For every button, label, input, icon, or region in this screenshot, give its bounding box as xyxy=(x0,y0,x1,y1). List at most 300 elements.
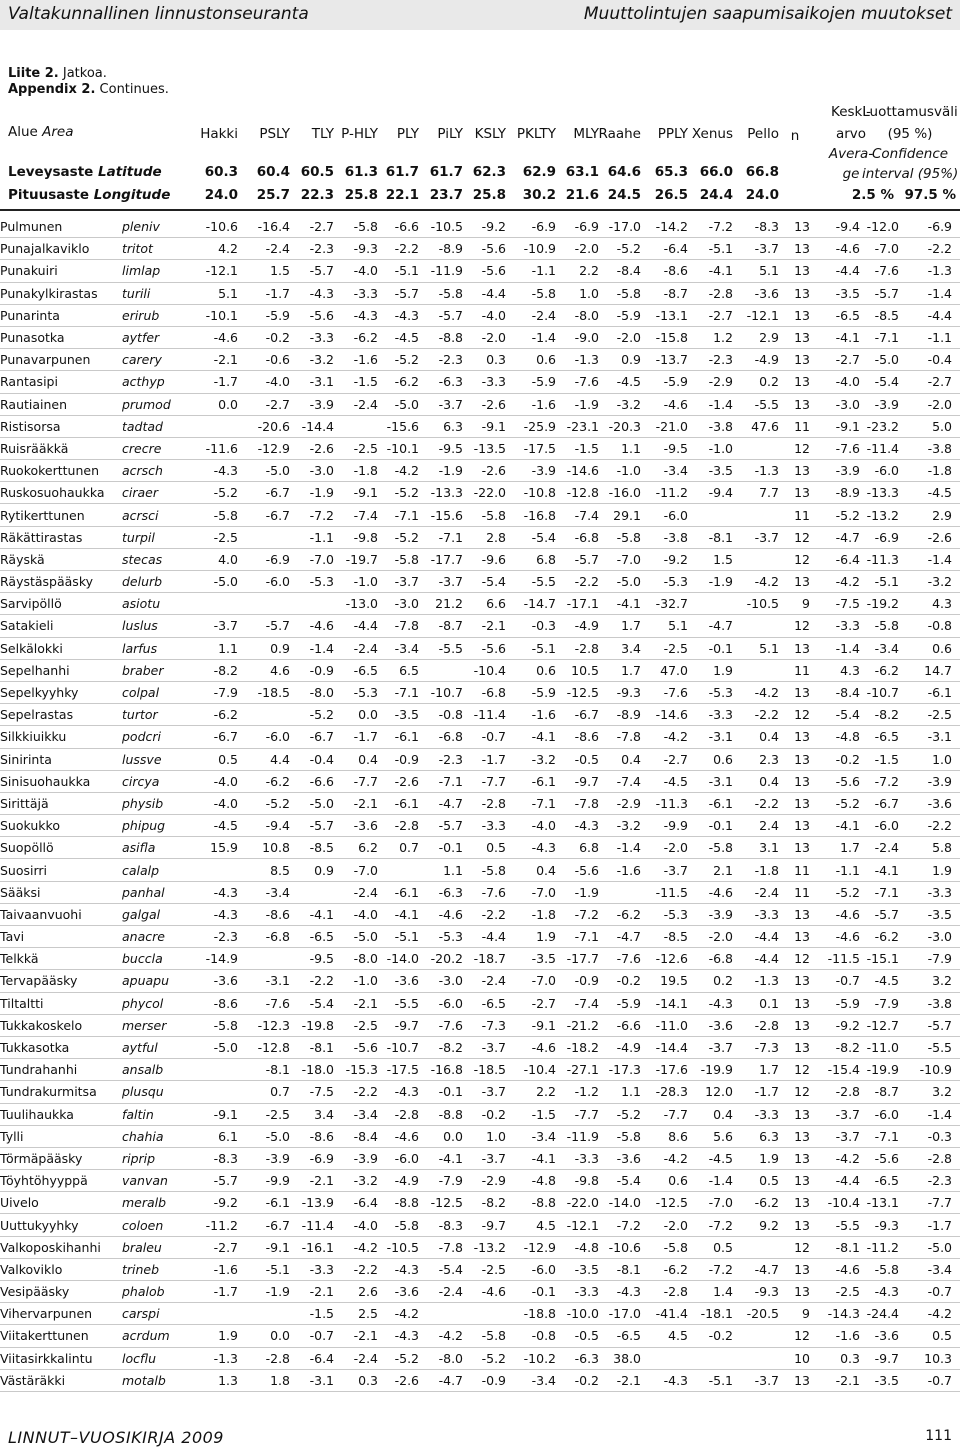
station-value: -7.1 xyxy=(556,926,599,948)
station-header: Hakki xyxy=(200,126,238,142)
station-value: -6.7 xyxy=(556,704,599,726)
station-value: -2.4 xyxy=(334,1347,378,1369)
station-value: -11.2 xyxy=(641,482,688,504)
station-value: -4.1 xyxy=(290,903,334,925)
species-finnish-name: Töyhtöhyyppä xyxy=(0,1170,122,1192)
station-value: -6.9 xyxy=(238,548,290,570)
ci-high-value: -0.8 xyxy=(899,615,952,637)
station-value: -12.8 xyxy=(238,1036,290,1058)
station-value: -4.2 xyxy=(733,571,779,593)
station-value: -10.2 xyxy=(506,1347,556,1369)
ci-high-value: -5.7 xyxy=(899,1014,952,1036)
n-value: 13 xyxy=(779,304,810,326)
station-value: -23.1 xyxy=(556,415,599,437)
species-finnish-name: Pulmunen xyxy=(0,216,122,238)
ci-high-value: -2.7 xyxy=(899,371,952,393)
longitude-label-fi: Pituusaste xyxy=(8,187,94,203)
table-row xyxy=(0,1303,960,1325)
row-padding xyxy=(952,1325,960,1347)
mean-value: -4.4 xyxy=(810,1170,860,1192)
station-value: -6.3 xyxy=(419,881,463,903)
station-value: -3.8 xyxy=(641,526,688,548)
station-value: -4.0 xyxy=(200,770,238,792)
station-value: 5.1 xyxy=(200,282,238,304)
row-padding xyxy=(952,349,960,371)
station-value: -1.9 xyxy=(556,393,599,415)
station-value: -5.8 xyxy=(378,1214,419,1236)
station-value: -8.6 xyxy=(238,903,290,925)
station-value: -17.3 xyxy=(599,1059,641,1081)
station-value: -1.8 xyxy=(506,903,556,925)
ci-high-value: -1.8 xyxy=(899,460,952,482)
station-value: -2.6 xyxy=(378,1369,419,1391)
station-value: -8.8 xyxy=(419,1103,463,1125)
station-value: 8.6 xyxy=(641,1125,688,1147)
station-value: -9.3 xyxy=(733,1281,779,1303)
station-value: -5.7 xyxy=(419,304,463,326)
station-value: -4.2 xyxy=(641,1147,688,1169)
station-value: -6.1 xyxy=(378,792,419,814)
station-value: -8.0 xyxy=(334,948,378,970)
station-value: 0.5 xyxy=(733,1170,779,1192)
mean-value: -9.4 xyxy=(810,216,860,238)
species-code: faltin xyxy=(122,1103,200,1125)
ci-high-value: -1.4 xyxy=(899,282,952,304)
ci-low-value: -8.2 xyxy=(860,704,899,726)
station-value: -4.3 xyxy=(290,282,334,304)
species-finnish-name: Törmäpääsky xyxy=(0,1147,122,1169)
species-finnish-name: Sirittäjä xyxy=(0,792,122,814)
table-row xyxy=(0,1214,960,1236)
station-value: -5.0 xyxy=(238,1125,290,1147)
species-code: trineb xyxy=(122,1258,200,1280)
station-value: -4.5 xyxy=(688,1147,733,1169)
station-value: -4.2 xyxy=(378,460,419,482)
table-row xyxy=(0,615,960,637)
station-longitude: 26.5 xyxy=(654,187,688,203)
station-value: 3.4 xyxy=(599,637,641,659)
station-value: -2.4 xyxy=(419,1281,463,1303)
ci-low-value: -3.4 xyxy=(860,637,899,659)
station-header: PKLTY xyxy=(516,126,556,142)
n-value: 11 xyxy=(779,859,810,881)
station-value: -4.3 xyxy=(599,1281,641,1303)
running-header xyxy=(0,0,960,30)
species-code: locflu xyxy=(122,1347,200,1369)
n-value: 13 xyxy=(779,216,810,238)
station-value: -3.1 xyxy=(290,1369,334,1391)
station-value: 1.1 xyxy=(599,437,641,459)
station-value: -4.8 xyxy=(506,1170,556,1192)
ci-low-value: -6.0 xyxy=(860,815,899,837)
species-finnish-name: Viitasirkkalintu xyxy=(0,1347,122,1369)
ci-low-value: -5.4 xyxy=(860,371,899,393)
station-value: 1.5 xyxy=(688,548,733,570)
mean-value: -4.6 xyxy=(810,926,860,948)
row-padding xyxy=(952,326,960,348)
table-row xyxy=(0,526,960,548)
station-value: -1.0 xyxy=(599,460,641,482)
station-value: -3.4 xyxy=(238,881,290,903)
n-value: 13 xyxy=(779,792,810,814)
ci-low-value: -5.1 xyxy=(860,571,899,593)
ci-header-1: Luottamusväli xyxy=(862,104,958,120)
mean-value: -0.2 xyxy=(810,748,860,770)
table-row xyxy=(0,504,960,526)
table-row xyxy=(0,859,960,881)
row-padding xyxy=(952,437,960,459)
station-value: -5.3 xyxy=(641,903,688,925)
table-row xyxy=(0,837,960,859)
station-value: -7.8 xyxy=(419,1236,463,1258)
station-value: -10.8 xyxy=(506,482,556,504)
ci-high-value: -3.4 xyxy=(899,1258,952,1280)
station-value: -4.2 xyxy=(419,1325,463,1347)
station-value: -3.9 xyxy=(506,460,556,482)
n-value: 13 xyxy=(779,460,810,482)
station-value: -9.9 xyxy=(641,815,688,837)
station-value: -4.6 xyxy=(200,326,238,348)
station-value: -6.9 xyxy=(506,216,556,238)
row-padding xyxy=(952,282,960,304)
station-value: -1.0 xyxy=(688,437,733,459)
station-value: -3.2 xyxy=(334,1170,378,1192)
ci-high-value: 3.2 xyxy=(899,970,952,992)
species-finnish-name: Tukkasotka xyxy=(0,1036,122,1058)
row-padding xyxy=(952,948,960,970)
ci-high-value: -3.3 xyxy=(899,881,952,903)
station-value: -3.3 xyxy=(688,704,733,726)
row-padding xyxy=(952,992,960,1014)
station-value xyxy=(733,1347,779,1369)
station-value: -4.6 xyxy=(506,1036,556,1058)
station-value: -3.6 xyxy=(200,970,238,992)
station-value: -11.0 xyxy=(641,1014,688,1036)
station-value: -9.4 xyxy=(688,482,733,504)
station-value: -4.0 xyxy=(238,371,290,393)
mean-value: -4.0 xyxy=(810,371,860,393)
species-code: asifla xyxy=(122,837,200,859)
species-code: aytful xyxy=(122,1036,200,1058)
species-finnish-name: Tukkakoskelo xyxy=(0,1014,122,1036)
running-header-right: Muuttolintujen saapumisaikojen muutokset xyxy=(583,4,952,24)
station-latitude: 62.3 xyxy=(472,164,506,180)
n-value: 13 xyxy=(779,371,810,393)
species-finnish-name: Ruokokerttunen xyxy=(0,460,122,482)
station-value: -4.6 xyxy=(419,903,463,925)
row-padding xyxy=(952,615,960,637)
mean-value: -4.1 xyxy=(810,326,860,348)
ci-low-header: 2.5 % xyxy=(851,187,894,203)
station-value: -2.8 xyxy=(378,1103,419,1125)
station-value: -20.3 xyxy=(599,415,641,437)
station-value: -9.1 xyxy=(200,1103,238,1125)
station-value: -4.4 xyxy=(463,282,506,304)
station-longitude: 30.2 xyxy=(522,187,556,203)
station-value: -3.2 xyxy=(506,748,556,770)
station-value: 2.8 xyxy=(463,526,506,548)
table-row xyxy=(0,282,960,304)
station-value: -5.9 xyxy=(238,304,290,326)
station-value: -6.6 xyxy=(378,216,419,238)
n-value: 13 xyxy=(779,1214,810,1236)
species-code: aytfer xyxy=(122,326,200,348)
station-value: -5.4 xyxy=(290,992,334,1014)
station-value: -5.2 xyxy=(378,1347,419,1369)
station-value: 1.2 xyxy=(688,326,733,348)
n-value: 13 xyxy=(779,748,810,770)
station-value: -3.3 xyxy=(556,1281,599,1303)
station-header: P-HLY xyxy=(341,126,378,142)
station-value xyxy=(733,437,779,459)
row-padding xyxy=(952,1369,960,1391)
n-value: 12 xyxy=(779,548,810,570)
station-value: -7.0 xyxy=(506,970,556,992)
ci-low-value: -6.9 xyxy=(860,526,899,548)
appendix-caption-en xyxy=(8,82,169,97)
row-padding xyxy=(952,1214,960,1236)
n-value: 13 xyxy=(779,992,810,1014)
table-row xyxy=(0,1258,960,1280)
station-value: 1.4 xyxy=(688,1281,733,1303)
station-value: -2.5 xyxy=(463,1258,506,1280)
station-value: -3.6 xyxy=(334,815,378,837)
station-value xyxy=(733,504,779,526)
station-value: -8.4 xyxy=(334,1125,378,1147)
station-value: 2.5 xyxy=(334,1303,378,1325)
ci-low-value: -6.0 xyxy=(860,1103,899,1125)
species-code: turili xyxy=(122,282,200,304)
species-code: coloen xyxy=(122,1214,200,1236)
table-row xyxy=(0,992,960,1014)
station-value: -6.7 xyxy=(238,1214,290,1236)
station-value: -1.5 xyxy=(290,1303,334,1325)
station-value: -12.5 xyxy=(556,681,599,703)
n-value: 10 xyxy=(779,1347,810,1369)
station-value: -9.8 xyxy=(334,526,378,548)
station-value: -5.8 xyxy=(463,1325,506,1347)
mean-value: -3.3 xyxy=(810,615,860,637)
station-value: -4.3 xyxy=(334,304,378,326)
station-value: -5.2 xyxy=(238,792,290,814)
ci-low-value: -13.1 xyxy=(860,1192,899,1214)
station-value: 1.7 xyxy=(599,659,641,681)
station-value: -1.3 xyxy=(733,460,779,482)
station-value: -7.0 xyxy=(599,548,641,570)
station-value: 2.4 xyxy=(733,815,779,837)
station-value: -15.8 xyxy=(641,326,688,348)
station-value: -6.0 xyxy=(641,504,688,526)
mean-value: -5.5 xyxy=(810,1214,860,1236)
station-value: 0.2 xyxy=(733,371,779,393)
station-header: PiLY xyxy=(437,126,463,142)
station-value: -3.7 xyxy=(419,571,463,593)
station-value: -5.8 xyxy=(378,548,419,570)
station-value: -1.5 xyxy=(334,371,378,393)
station-value: -0.5 xyxy=(556,748,599,770)
station-value: -14.9 xyxy=(200,948,238,970)
ci-high-value: -3.6 xyxy=(899,792,952,814)
station-value: 6.6 xyxy=(463,593,506,615)
mean-value: -3.5 xyxy=(810,282,860,304)
mean-header-1: Keski- xyxy=(831,104,871,120)
station-value: -3.7 xyxy=(733,526,779,548)
table-row xyxy=(0,1036,960,1058)
station-value: -10.1 xyxy=(200,304,238,326)
station-value: -17.7 xyxy=(556,948,599,970)
species-finnish-name: Rytikerttunen xyxy=(0,504,122,526)
n-value: 13 xyxy=(779,393,810,415)
station-value: -4.1 xyxy=(419,1147,463,1169)
table-row xyxy=(0,770,960,792)
mean-value: -5.9 xyxy=(810,992,860,1014)
species-finnish-name: Valkoposkihanhi xyxy=(0,1236,122,1258)
mean-value: -8.1 xyxy=(810,1236,860,1258)
station-value: -8.0 xyxy=(290,681,334,703)
ci-low-value: -5.8 xyxy=(860,1258,899,1280)
station-value xyxy=(688,593,733,615)
station-value xyxy=(419,659,463,681)
species-finnish-name: Suosirri xyxy=(0,859,122,881)
station-value: -28.3 xyxy=(641,1081,688,1103)
station-value: -4.7 xyxy=(419,792,463,814)
table-row xyxy=(0,371,960,393)
station-value: -14.1 xyxy=(641,992,688,1014)
station-value: -4.1 xyxy=(506,726,556,748)
station-value: 0.5 xyxy=(688,1236,733,1258)
ci-high-value: -2.8 xyxy=(899,1147,952,1169)
row-padding xyxy=(952,659,960,681)
station-longitude: 24.5 xyxy=(607,187,641,203)
station-value: -18.2 xyxy=(556,1036,599,1058)
n-value: 13 xyxy=(779,571,810,593)
ci-low-value: -9.3 xyxy=(860,1214,899,1236)
station-header: PSLY xyxy=(259,126,290,142)
station-value: -1.4 xyxy=(506,326,556,348)
station-value: -6.2 xyxy=(599,903,641,925)
station-value: -2.4 xyxy=(733,881,779,903)
table-row xyxy=(0,1236,960,1258)
station-value: -0.1 xyxy=(506,1281,556,1303)
n-value: 11 xyxy=(779,881,810,903)
station-value xyxy=(200,859,238,881)
station-value: -16.8 xyxy=(419,1059,463,1081)
n-value: 9 xyxy=(779,1303,810,1325)
n-value: 13 xyxy=(779,1258,810,1280)
station-value: -5.8 xyxy=(599,526,641,548)
table-row xyxy=(0,1325,960,1347)
station-value: -9.1 xyxy=(463,415,506,437)
station-value: -14.6 xyxy=(641,704,688,726)
station-value xyxy=(200,593,238,615)
ci-low-value: -4.1 xyxy=(860,859,899,881)
row-padding xyxy=(952,371,960,393)
row-padding xyxy=(952,260,960,282)
row-padding xyxy=(952,1036,960,1058)
ci-high-value: -7.9 xyxy=(899,948,952,970)
ci-low-value: -13.3 xyxy=(860,482,899,504)
mean-value: 0.3 xyxy=(810,1347,860,1369)
station-value: -4.3 xyxy=(200,460,238,482)
station-value: -2.5 xyxy=(641,637,688,659)
species-finnish-name: Räkättirastas xyxy=(0,526,122,548)
species-finnish-name: Räyskä xyxy=(0,548,122,570)
n-value: 13 xyxy=(779,681,810,703)
station-value: -7.6 xyxy=(641,681,688,703)
ci-low-value: -24.4 xyxy=(860,1303,899,1325)
station-value: -4.6 xyxy=(641,393,688,415)
ci-low-value: -3.6 xyxy=(860,1325,899,1347)
station-value: -6.8 xyxy=(238,926,290,948)
station-value: -5.8 xyxy=(200,504,238,526)
ci-low-value: -6.0 xyxy=(860,460,899,482)
station-value: -9.1 xyxy=(238,1236,290,1258)
station-value: -5.4 xyxy=(463,571,506,593)
station-value: -5.2 xyxy=(599,238,641,260)
table-row xyxy=(0,1103,960,1125)
station-value: -4.7 xyxy=(599,926,641,948)
station-value: -4.3 xyxy=(378,304,419,326)
station-value: -11.9 xyxy=(419,260,463,282)
species-finnish-name: Vihervarpunen xyxy=(0,1303,122,1325)
table-row xyxy=(0,1147,960,1169)
station-value: -8.5 xyxy=(290,837,334,859)
station-value: -6.3 xyxy=(419,371,463,393)
station-value: -11.5 xyxy=(641,881,688,903)
station-value: -6.1 xyxy=(378,881,419,903)
station-value: -4.0 xyxy=(334,1214,378,1236)
station-value: -4.3 xyxy=(556,815,599,837)
area-label xyxy=(8,124,74,140)
station-value: -5.9 xyxy=(599,304,641,326)
n-value: 11 xyxy=(779,415,810,437)
ci-low-value: -7.0 xyxy=(860,238,899,260)
station-value: -12.1 xyxy=(556,1214,599,1236)
mean-value: -5.4 xyxy=(810,704,860,726)
station-value: -9.3 xyxy=(599,681,641,703)
species-code: asiotu xyxy=(122,593,200,615)
station-value: -4.3 xyxy=(688,992,733,1014)
station-value: -5.7 xyxy=(200,1170,238,1192)
station-value: -3.2 xyxy=(599,393,641,415)
table-row xyxy=(0,593,960,615)
station-value: -4.2 xyxy=(641,726,688,748)
station-value: -6.8 xyxy=(419,726,463,748)
station-value: -5.8 xyxy=(506,282,556,304)
station-value: 29.1 xyxy=(599,504,641,526)
station-value: -3.6 xyxy=(378,970,419,992)
row-padding xyxy=(952,482,960,504)
station-value: -16.0 xyxy=(599,482,641,504)
species-finnish-name: Punajalkaviklo xyxy=(0,238,122,260)
station-value xyxy=(733,615,779,637)
station-value: 0.0 xyxy=(200,393,238,415)
species-finnish-name: Suopöllö xyxy=(0,837,122,859)
ci-high-value: -1.7 xyxy=(899,1214,952,1236)
species-code: acrsch xyxy=(122,460,200,482)
station-value: -2.6 xyxy=(290,437,334,459)
station-value: -1.4 xyxy=(688,1170,733,1192)
station-value: -2.1 xyxy=(200,349,238,371)
ci-high-value: -3.5 xyxy=(899,903,952,925)
station-value: -2.6 xyxy=(378,770,419,792)
ci-header-2: (95 %) xyxy=(887,126,933,142)
station-value: -6.5 xyxy=(599,1325,641,1347)
station-value: -8.6 xyxy=(556,726,599,748)
row-padding xyxy=(952,681,960,703)
station-value: -2.1 xyxy=(334,992,378,1014)
station-value: -13.7 xyxy=(641,349,688,371)
